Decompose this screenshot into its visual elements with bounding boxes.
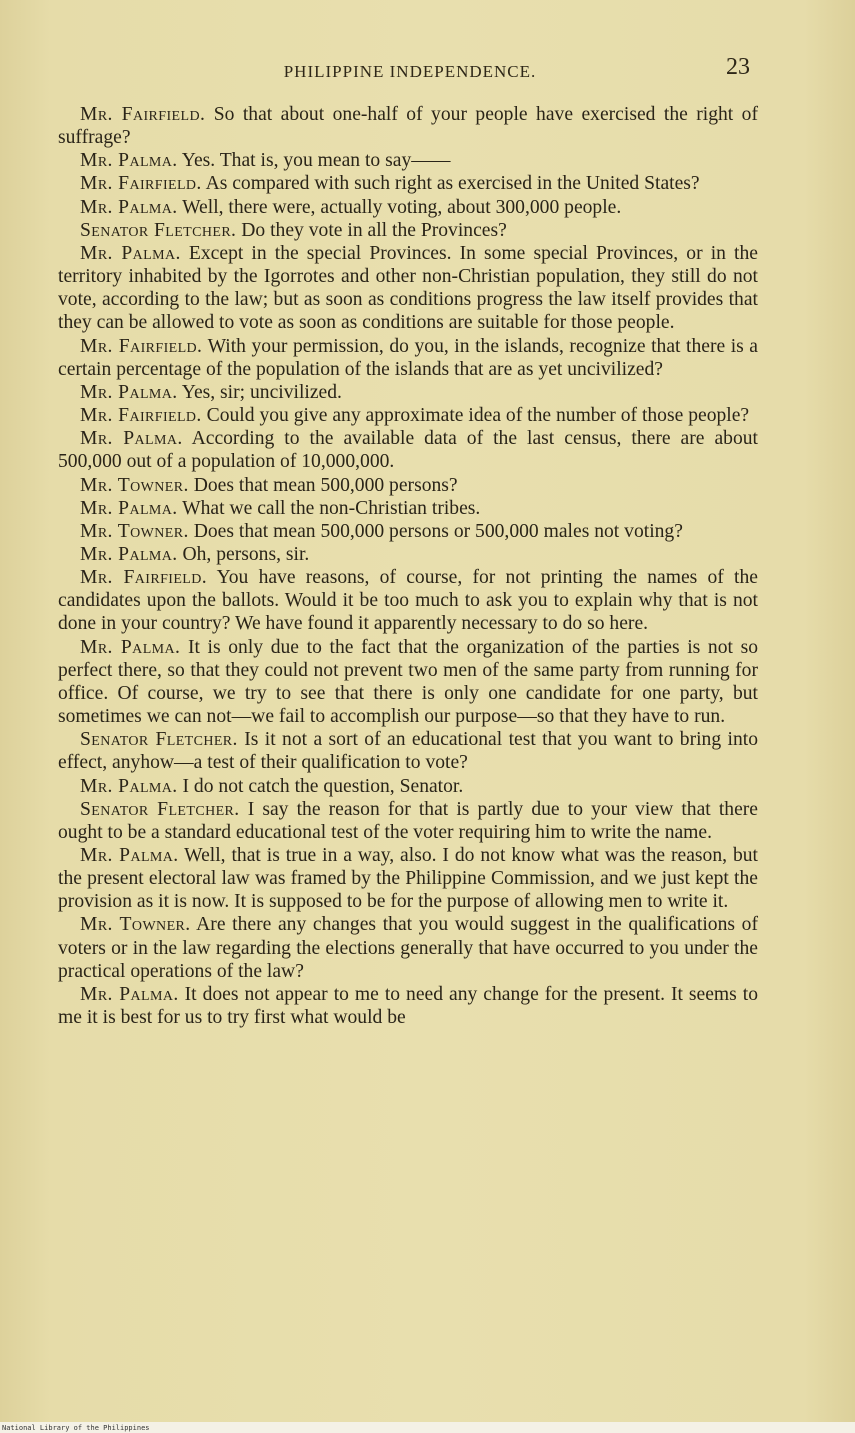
speaker-name: Mr. Palma. bbox=[80, 636, 181, 658]
speech-text: Well, that is true in a way, also. I do not know what was the reason, but the present electoral law was framed by the Philippine Commission, and we just kept the provision as it is now. It is supposed to be for the purpose of allowing men to write it. bbox=[58, 845, 758, 913]
speech-text: Oh, persons, sir. bbox=[182, 543, 310, 565]
testimony-paragraph bbox=[58, 404, 758, 427]
speech-text: Well, there were, actually voting, about 300,000 people. bbox=[182, 196, 622, 218]
speech-text: Except in the special Provinces. In some special Provinces, or in the territory inhabited by the Igorrotes and other non-Christian population, they still do not vote, according to the law; but as soon as conditions progress the law itself provides that they can be allowed to vote as soon as conditions are suitable for those people. bbox=[58, 242, 758, 334]
speaker-name: Mr. Fairfield. bbox=[80, 335, 203, 357]
testimony-paragraph bbox=[58, 149, 758, 172]
speaker-name: Senator Fletcher. bbox=[80, 219, 237, 241]
speaker-name: Mr. Palma. bbox=[80, 497, 178, 519]
testimony-paragraph bbox=[58, 798, 758, 844]
testimony-paragraph bbox=[58, 497, 758, 520]
speaker-name: Mr. Palma. bbox=[80, 775, 178, 797]
speaker-name: Mr. Towner. bbox=[80, 474, 189, 496]
testimony-paragraph bbox=[58, 775, 758, 798]
running-head: PHILIPPINE INDEPENDENCE. bbox=[283, 62, 537, 81]
testimony-paragraph bbox=[58, 728, 758, 774]
speaker-name: Mr. Towner. bbox=[80, 520, 189, 542]
speech-text: It is only due to the fact that the organization of the parties is not so perfect there, so that they could not prevent two men of the same party from running for office. Of course, we try to see that there is only one candidate for one party, but sometimes we can not—we fail to accomplish our purpose—so that they have to run. bbox=[58, 636, 759, 728]
speech-text: So that about one-half of your people have exercised the right of suffrage? bbox=[58, 104, 758, 149]
testimony-paragraph bbox=[58, 196, 758, 219]
speech-text: Do they vote in all the Provinces? bbox=[241, 219, 507, 241]
speaker-name: Mr. Palma. bbox=[80, 150, 178, 172]
speech-text: Does that mean 500,000 persons? bbox=[193, 474, 458, 496]
speaker-name: Mr. Fairfield. bbox=[80, 405, 202, 427]
speaker-name: Senator Fletcher. bbox=[80, 729, 238, 751]
testimony-paragraph bbox=[58, 566, 758, 635]
speech-text: What we call the non-Christian tribes. bbox=[182, 497, 481, 519]
speaker-name: Mr. Palma. bbox=[80, 983, 179, 1005]
testimony-paragraph bbox=[58, 520, 758, 543]
speech-text: Could you give any approximate idea of the number of those people? bbox=[206, 405, 750, 427]
testimony-paragraph bbox=[58, 219, 758, 242]
page-number: 23 bbox=[726, 54, 750, 80]
speaker-name: Mr. Fairfield. bbox=[80, 567, 208, 589]
testimony-paragraph bbox=[58, 983, 758, 1029]
speaker-name: Mr. Fairfield. bbox=[80, 173, 202, 195]
speech-text: It does not appear to me to need any change for the present. It seems to me it is best for us to try first what would be bbox=[58, 983, 758, 1029]
testimony-paragraph bbox=[58, 427, 758, 473]
body-text bbox=[58, 103, 758, 1029]
testimony-paragraph bbox=[58, 844, 758, 913]
testimony-paragraph bbox=[58, 636, 758, 729]
speaker-name: Mr. Palma. bbox=[80, 242, 181, 264]
speaker-name: Mr. Towner. bbox=[80, 914, 191, 936]
speaker-name: Mr. Palma. bbox=[80, 381, 178, 403]
speech-text: Are there any changes that you would suggest in the qualifications of voters or in the law regarding the elections generally that have occurred to you under the practical operations of the law? bbox=[58, 914, 758, 982]
speech-text: With your permission, do you, in the islands, recognize that there is a certain percentage of the population of the islands that are as yet uncivilized? bbox=[58, 335, 759, 380]
speaker-name: Mr. Palma. bbox=[80, 543, 178, 565]
speech-text: Yes. That is, you mean to say—— bbox=[181, 150, 451, 172]
speaker-name: Senator Fletcher. bbox=[80, 798, 240, 820]
testimony-paragraph bbox=[58, 335, 758, 381]
speech-text: I say the reason for that is partly due to your view that there ought to be a standard educational test of the voter requiring him to write the name. bbox=[58, 798, 758, 843]
speech-text: As compared with such right as exercised in the United States? bbox=[205, 173, 700, 195]
speech-text: I do not catch the question, Senator. bbox=[182, 775, 464, 797]
testimony-paragraph bbox=[58, 543, 758, 566]
testimony-paragraph bbox=[58, 172, 758, 195]
speaker-name: Mr. Palma. bbox=[80, 196, 178, 218]
speaker-name: Mr. Palma. bbox=[80, 845, 179, 866]
speech-text: Is it not a sort of an educational test that you want to bring into effect, anyhow—a test of their qualification to vote? bbox=[58, 729, 758, 774]
testimony-paragraph bbox=[58, 381, 758, 404]
speech-text: You have reasons, of course, for not printing the names of the candidates upon the ballots. Would it be too much to ask you to explain why that is not done in your country? We have found it apparently necessary to do so here. bbox=[58, 567, 758, 635]
speech-text: Does that mean 500,000 persons or 500,000 males not voting? bbox=[193, 520, 683, 542]
speaker-name: Mr. Palma. bbox=[80, 428, 183, 450]
speech-text: Yes, sir; uncivilized. bbox=[181, 381, 342, 403]
testimony-paragraph bbox=[58, 474, 758, 497]
speech-text: According to the available data of the last census, there are about 500,000 out of a population of 10,000,000. bbox=[58, 428, 758, 473]
testimony-paragraph bbox=[58, 103, 758, 149]
testimony-paragraph bbox=[58, 242, 758, 335]
library-credit: National Library of the Philippines bbox=[2, 1424, 150, 1432]
page-header bbox=[60, 54, 760, 90]
testimony-paragraph bbox=[58, 913, 758, 982]
speaker-name: Mr. Fairfield. bbox=[80, 104, 206, 125]
